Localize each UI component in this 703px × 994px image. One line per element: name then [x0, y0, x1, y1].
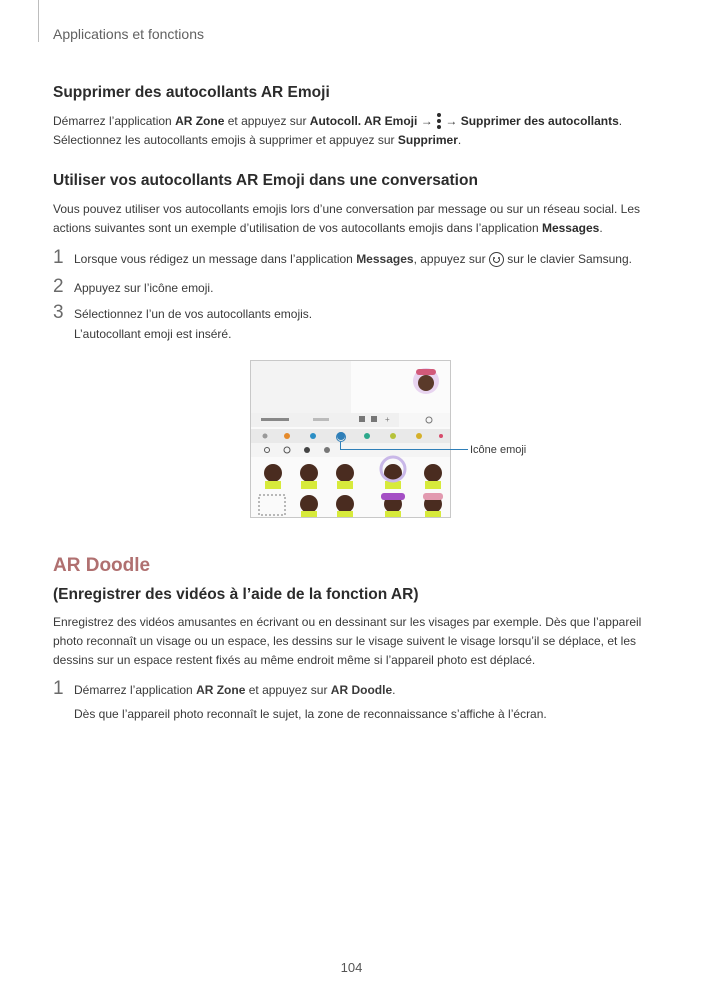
paragraph-line: dessins sur un espace restent fixés au même endroit même si l’appareil photo est déplacé. [53, 653, 536, 667]
step-text: Appuyez sur l’icône emoji. [74, 281, 214, 295]
text: Lorsque vous rédigez un message dans l’application [74, 252, 357, 266]
svg-text:+: + [385, 415, 390, 424]
step-text [74, 250, 632, 269]
text: . [457, 133, 462, 147]
menu-name: AR Doodle [330, 683, 393, 697]
section-heading-delete-stickers: Supprimer des autocollants AR Emoji [53, 84, 330, 101]
phone-screenshot-illustration [250, 360, 451, 518]
button-name: Supprimer [397, 133, 458, 147]
text: Sélectionnez les autocollants emojis à supprimer et appuyez sur [53, 133, 398, 147]
text: , appuyez sur [413, 252, 489, 266]
text: sur le clavier Samsung. [503, 252, 632, 266]
app-name: AR Zone [175, 114, 225, 128]
callout-label-emoji-icon: Icône emoji [470, 444, 527, 456]
text: . [599, 221, 603, 235]
more-options-icon [436, 113, 442, 129]
arrow-text: → [417, 114, 437, 128]
text: Démarrez l’application [74, 683, 197, 697]
page-number: 104 [340, 960, 363, 975]
callout-marker [336, 432, 346, 442]
paragraph-line: Enregistrez des vidéos amusantes en écrivant ou en dessinant sur les visages par exemple. Dès que l’appareil [53, 615, 642, 629]
section-title-ar-doodle: AR Doodle [53, 555, 151, 576]
text: . [618, 114, 623, 128]
callout-line [340, 442, 468, 450]
app-name: AR Zone [196, 683, 246, 697]
text: et appuyez sur [245, 683, 331, 697]
menu-option: Supprimer des autocollants [460, 114, 619, 128]
page-header: Applications et fonctions [53, 26, 204, 42]
text: . [392, 683, 396, 697]
instruction-line [53, 131, 461, 150]
app-name: Messages [541, 221, 600, 235]
emoji-icon [489, 252, 504, 267]
section-subheading: (Enregistrer des vidéos à l’aide de la fonction AR) [53, 586, 419, 603]
paragraph-line [53, 219, 603, 238]
header-rule [38, 0, 39, 42]
instruction-line [53, 112, 622, 131]
step-text: Sélectionnez l’un de vos autocollants emojis. [74, 307, 313, 321]
paragraph-line: photo reconnaît un visage ou un espace, les dessins sur le visage suivent le visage lorsqu’il se déplace, et les [53, 634, 637, 648]
step-number: 1 [53, 678, 64, 699]
step-number: 2 [53, 276, 64, 297]
app-name: Messages [356, 252, 414, 266]
menu-name: Autocoll. AR Emoji [309, 114, 418, 128]
arrow-text: → [442, 114, 461, 128]
paragraph-line: Vous pouvez utiliser vos autocollants emojis lors d’une conversation par message ou sur un réseau social. Les [53, 202, 640, 216]
screenshot-graphic [251, 361, 451, 518]
step-result-text: L’autocollant emoji est inséré. [74, 327, 232, 341]
step-number: 3 [53, 302, 64, 323]
step-text [74, 681, 395, 700]
text: et appuyez sur [224, 114, 310, 128]
step-number: 1 [53, 247, 64, 268]
step-result-text: Dès que l’appareil photo reconnaît le sujet, la zone de reconnaissance s’affiche à l’écran. [74, 707, 547, 721]
section-heading-use-stickers: Utiliser vos autocollants AR Emoji dans une conversation [53, 172, 478, 189]
text: Démarrez l’application [53, 114, 176, 128]
text: actions suivantes sont un exemple d’utilisation de vos autocollants emojis dans l’application [53, 221, 542, 235]
